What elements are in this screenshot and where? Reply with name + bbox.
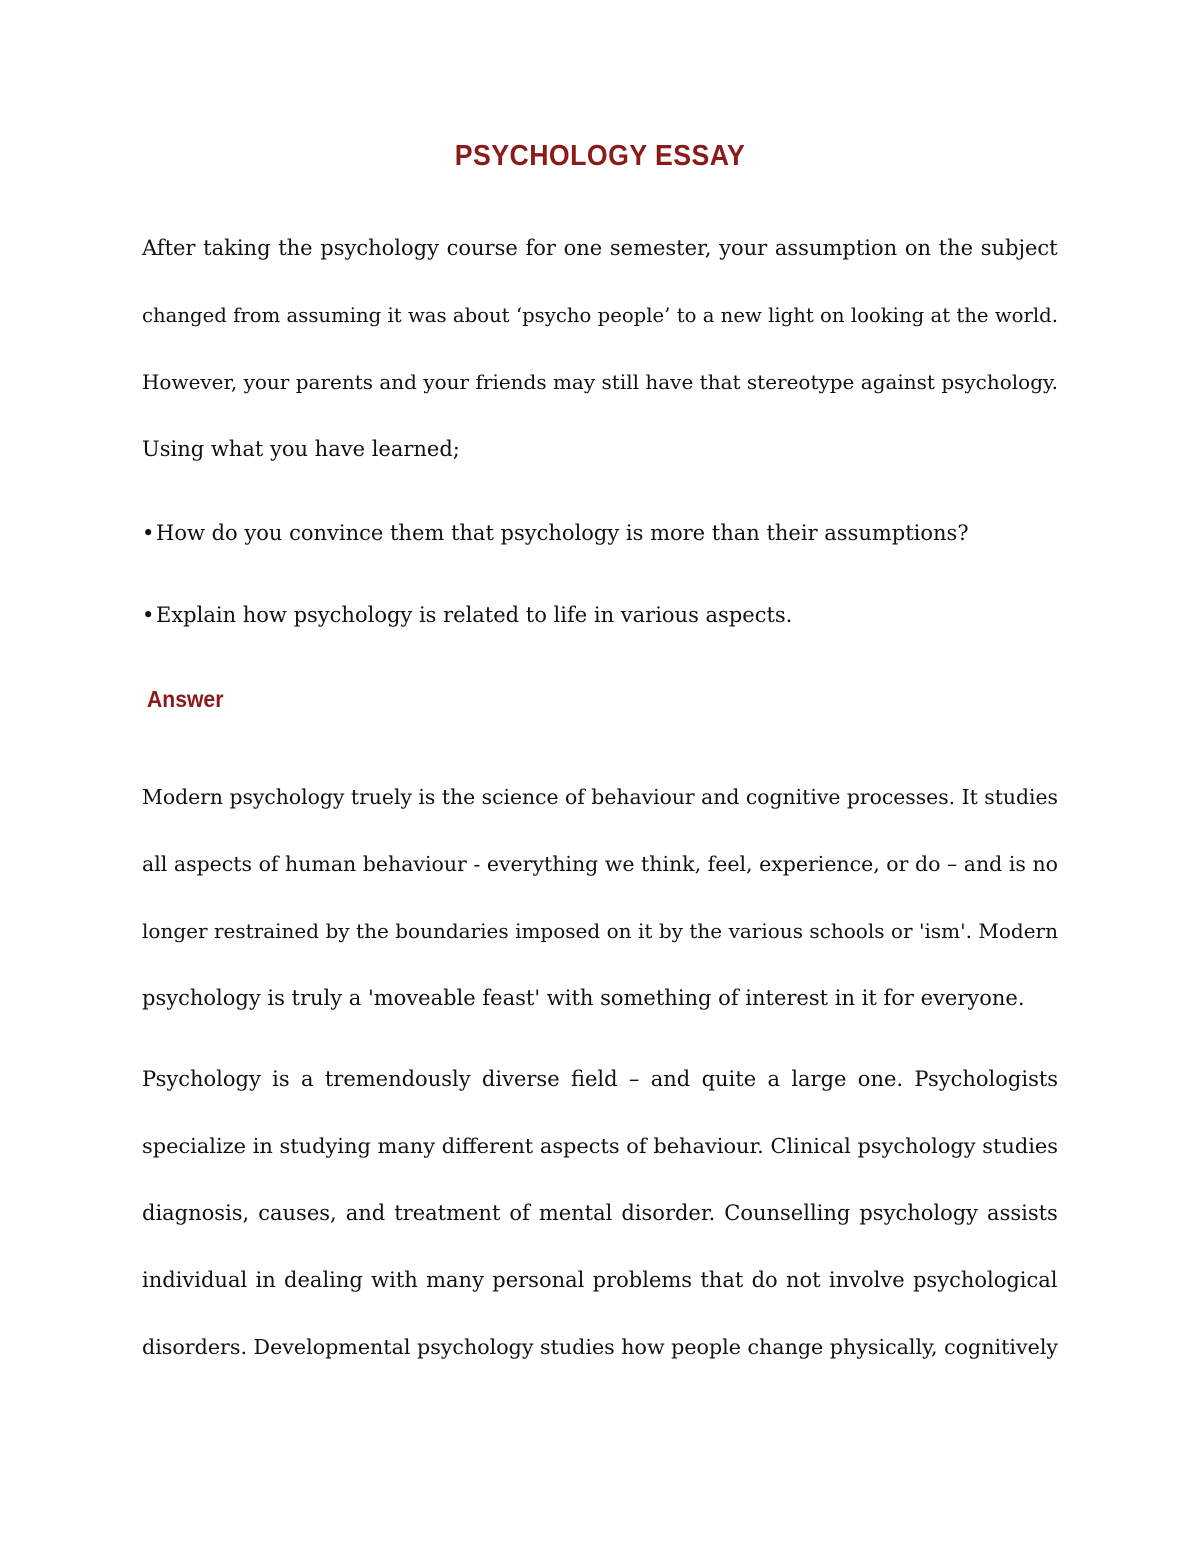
bullet-marker: • bbox=[142, 521, 155, 545]
answer-line: longer restrained by the boundaries imposed on it by the various schools or 'ism'. Modern bbox=[142, 919, 1058, 943]
intro-line: After taking the psychology course for one semester, your assumption on the subject bbox=[142, 236, 1058, 260]
intro-paragraph bbox=[142, 215, 1058, 483]
answer-heading: Answer bbox=[147, 686, 224, 712]
essay-title: PSYCHOLOGY ESSAY bbox=[454, 140, 746, 172]
bullet-marker: • bbox=[142, 603, 155, 627]
answer-line: diagnosis, causes, and treatment of mental disorder. Counselling psychology assists bbox=[142, 1201, 1058, 1225]
answer-line: Psychology is a tremendously diverse field – and quite a large one. Psychologists bbox=[142, 1067, 1059, 1091]
intro-line: changed from assuming it was about ‘psycho people’ to a new light on looking at the world. bbox=[142, 304, 1058, 327]
answer-line: Modern psychology truely is the science of behaviour and cognitive processes. It studies bbox=[142, 785, 1058, 809]
answer-paragraph-2 bbox=[142, 1046, 1058, 1381]
answer-line: psychology is truly a 'moveable feast' with something of interest in it for everyone. bbox=[142, 986, 1025, 1010]
answer-line: all aspects of human behaviour - everything we think, feel, experience, or do – and is no bbox=[142, 852, 1058, 876]
bullet-text: Explain how psychology is related to life in various aspects. bbox=[156, 603, 793, 627]
answer-line: individual in dealing with many personal problems that do not involve psychological bbox=[142, 1268, 1058, 1292]
answer-line: disorders. Developmental psychology studies how people change physically, cognitively bbox=[142, 1335, 1059, 1359]
answer-paragraph-1 bbox=[142, 764, 1058, 1032]
intro-line: However, your parents and your friends may still have that stereotype against psychology. bbox=[142, 370, 1058, 394]
bullet-item bbox=[142, 517, 1058, 549]
bullet-text: How do you convince them that psychology is more than their assumptions? bbox=[156, 521, 969, 545]
intro-line: Using what you have learned; bbox=[142, 437, 460, 461]
answer-line: specialize in studying many different aspects of behaviour. Clinical psychology studies bbox=[142, 1134, 1058, 1158]
bullet-item bbox=[142, 599, 1058, 631]
